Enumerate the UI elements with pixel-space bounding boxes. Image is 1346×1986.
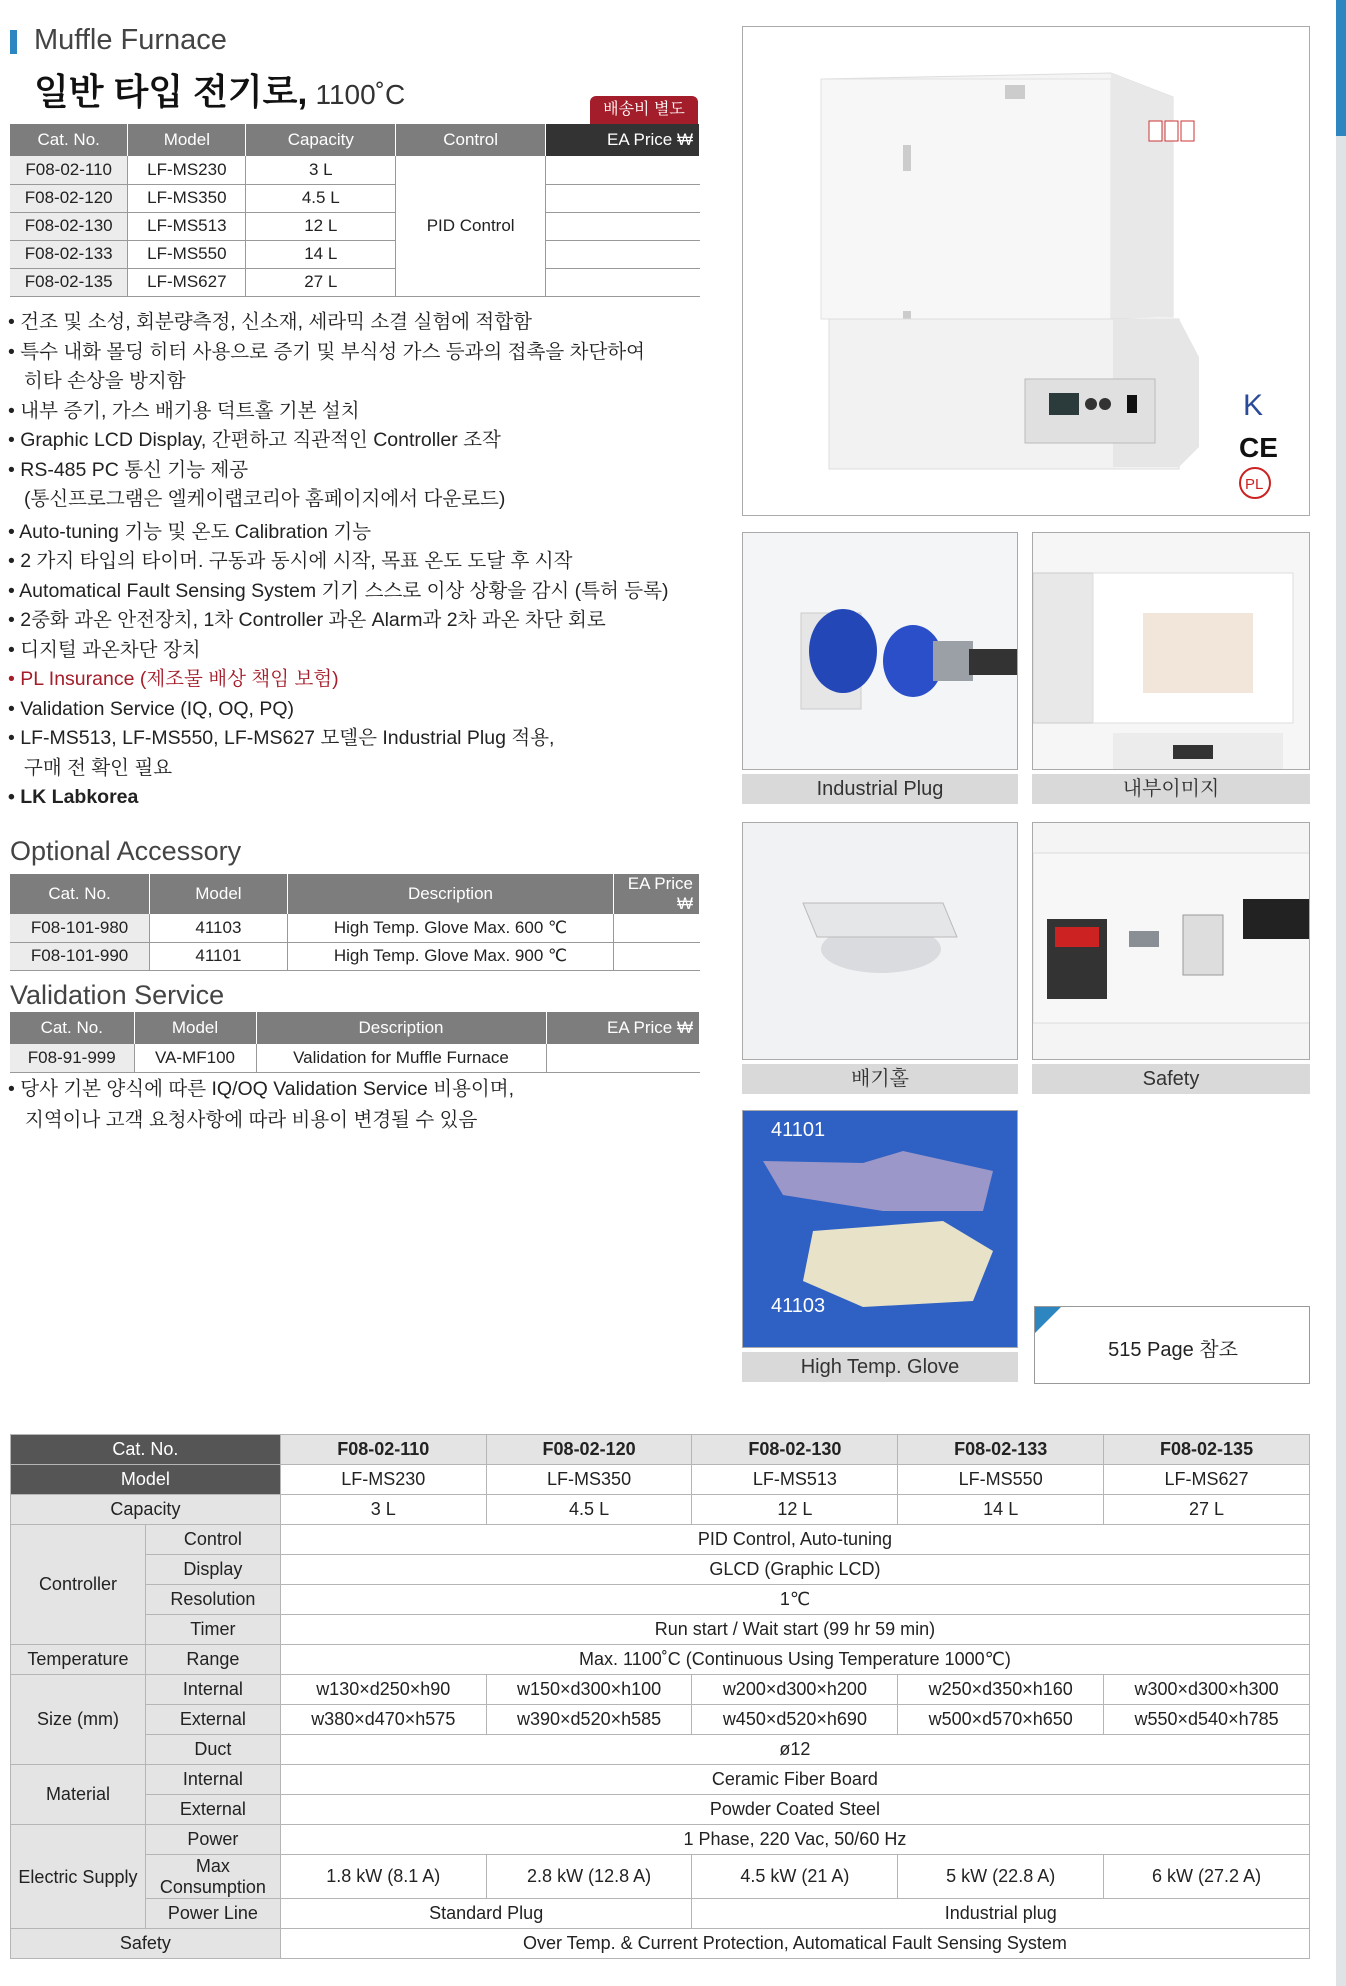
spec-model: LF-MS350: [486, 1465, 692, 1495]
caption-glove: High Temp. Glove: [742, 1352, 1018, 1382]
feature-item-insurance: • PL Insurance (제조물 배상 책임 보험): [8, 668, 339, 690]
spec-label-mat-external: External: [145, 1795, 280, 1825]
table-row: [10, 914, 700, 942]
spec-industrial-plug: Industrial plug: [692, 1899, 1310, 1929]
col-description: Description: [256, 1012, 546, 1044]
page-reference-box: [1034, 1306, 1310, 1384]
model: LF-MS550: [128, 240, 246, 268]
col-cat: Cat. No.: [10, 1012, 134, 1044]
col-description: Description: [287, 874, 614, 914]
spec-resolution-value: 1℃: [280, 1585, 1309, 1615]
capacity: 27 L: [246, 268, 396, 296]
caption-safety: Safety: [1032, 1064, 1310, 1094]
spec-group-electric: Electric Supply: [11, 1825, 146, 1929]
spec-internal-size: w150×d300×h100: [486, 1675, 692, 1705]
table-row: [10, 240, 700, 268]
spec-group-temperature: Temperature: [11, 1645, 146, 1675]
price-cell: [546, 268, 700, 296]
col-capacity: Capacity: [246, 124, 396, 156]
spec-external-size: w500×d570×h650: [898, 1705, 1104, 1735]
spec-label-resolution: Resolution: [145, 1585, 280, 1615]
spec-row-safety: [11, 1929, 1310, 1959]
cat-no: F08-101-980: [10, 914, 150, 942]
caption-inside: 내부이미지: [1032, 774, 1310, 804]
price-cell: [546, 212, 700, 240]
table-row: [10, 184, 700, 212]
spec-model: LF-MS550: [898, 1465, 1104, 1495]
spec-row-internal-size: [11, 1675, 1310, 1705]
spec-mat-external-value: Powder Coated Steel: [280, 1795, 1309, 1825]
spec-group-material: Material: [11, 1765, 146, 1825]
page-edge-tab: [1336, 0, 1346, 136]
spec-cat: F08-02-133: [898, 1435, 1104, 1465]
col-price: EA Price ₩: [546, 1012, 700, 1044]
product-price-table: [10, 124, 700, 297]
spec-label-consumption: Max Consumption: [145, 1855, 280, 1899]
cat-no: F08-02-135: [10, 268, 128, 296]
spec-timer-value: Run start / Wait start (99 hr 59 min): [280, 1615, 1309, 1645]
col-cat: Cat. No.: [10, 124, 128, 156]
accessory-title: Optional Accessory: [10, 836, 242, 866]
price-cell: [614, 914, 700, 942]
validation-table: [10, 1012, 700, 1073]
cat-no: F08-02-120: [10, 184, 128, 212]
model: LF-MS627: [128, 268, 246, 296]
spec-external-size: w390×d520×h585: [486, 1705, 692, 1735]
page-edge-strip: [1336, 136, 1346, 1986]
spec-internal-size: w300×d300×h300: [1104, 1675, 1310, 1705]
image-inside: [1032, 532, 1310, 770]
spec-row-resolution: [11, 1585, 1310, 1615]
spec-row-mat-internal: [11, 1765, 1310, 1795]
cat-no: F08-101-990: [10, 942, 150, 970]
spec-row-external-size: [11, 1705, 1310, 1735]
spec-row-cat: [11, 1435, 1310, 1465]
spec-label-capacity: Capacity: [11, 1495, 281, 1525]
feature-item: • Auto-tuning 기능 및 온도 Calibration 기능: [8, 520, 372, 543]
table-row: [10, 268, 700, 296]
spec-internal-size: w200×d300×h200: [692, 1675, 898, 1705]
spec-label-display: Display: [145, 1555, 280, 1585]
spec-cat: F08-02-120: [486, 1435, 692, 1465]
spec-consumption: 2.8 kW (12.8 A): [486, 1855, 692, 1899]
caption-vent-hole: 배기홀: [742, 1064, 1018, 1094]
furnace-illustration: [743, 27, 1310, 516]
spec-display-value: GLCD (Graphic LCD): [280, 1555, 1309, 1585]
spec-internal-size: w130×d250×h90: [280, 1675, 486, 1705]
corner-accent-icon: [1035, 1307, 1061, 1333]
feature-item: • Graphic LCD Display, 간편하고 직관적인 Controller 조작: [8, 429, 501, 451]
image-glove: [742, 1110, 1018, 1348]
spec-row-mat-external: [11, 1795, 1310, 1825]
svg-text:PL: PL: [1245, 476, 1264, 493]
glove-label-41103: 41103: [771, 1295, 826, 1317]
spec-row-temperature: [11, 1645, 1310, 1675]
table-header-row: [10, 1012, 700, 1044]
spec-external-size: w450×d520×h690: [692, 1705, 898, 1735]
spec-label-power: Power: [145, 1825, 280, 1855]
spec-row-timer: [11, 1615, 1310, 1645]
spec-mat-internal-value: Ceramic Fiber Board: [280, 1765, 1309, 1795]
spec-consumption: 5 kW (22.8 A): [898, 1855, 1104, 1899]
spec-duct-value: ø12: [280, 1735, 1309, 1765]
feature-item: • LF-MS513, LF-MS550, LF-MS627 모델은 Industrial Plug 적용,: [8, 727, 555, 749]
spec-control-value: PID Control, Auto-tuning: [280, 1525, 1309, 1555]
feature-item: • 디지털 과온차단 장치: [8, 638, 201, 661]
spec-consumption: 1.8 kW (8.1 A): [280, 1855, 486, 1899]
image-safety: [1032, 822, 1310, 1060]
description: High Temp. Glove Max. 900 ℃: [287, 942, 614, 970]
validation-note-line: • 당사 기본 양식에 따른 IQ/OQ Validation Service 비용이며,: [8, 1078, 515, 1100]
image-industrial-plug: [742, 532, 1018, 770]
spec-group-controller: Controller: [11, 1525, 146, 1645]
kc-mark-icon: K: [1243, 389, 1264, 422]
model: 41101: [150, 942, 287, 970]
capacity: 3 L: [246, 156, 396, 184]
spec-capacity: 14 L: [898, 1495, 1104, 1525]
feature-item-brand: • LK Labkorea: [8, 786, 139, 808]
feature-item: • 건조 및 소성, 회분량측정, 신소재, 세라믹 소결 실험에 적합함: [8, 311, 532, 333]
table-row: [10, 1044, 700, 1072]
table-row: [10, 212, 700, 240]
capacity: 4.5 L: [246, 184, 396, 212]
spec-label-power-line: Power Line: [145, 1899, 280, 1929]
spec-row-duct: [11, 1735, 1310, 1765]
spec-label-timer: Timer: [145, 1615, 280, 1645]
spec-label-cat: Cat. No.: [11, 1435, 281, 1465]
feature-item: • 2 가지 타입의 타이머. 구동과 동시에 시작, 목표 온도 도달 후 시작: [8, 550, 573, 572]
capacity: 12 L: [246, 212, 396, 240]
inside-illustration: [1033, 533, 1310, 770]
table-row: [10, 156, 700, 184]
spec-table: [10, 1434, 1310, 1959]
spec-power-value: 1 Phase, 220 Vac, 50/60 Hz: [280, 1825, 1309, 1855]
spec-label-safety: Safety: [11, 1929, 281, 1959]
cat-no: F08-02-133: [10, 240, 128, 268]
vent-illustration: [743, 823, 1018, 1060]
col-price: EA Price ₩: [614, 874, 700, 914]
spec-capacity: 12 L: [692, 1495, 898, 1525]
price-cell: [546, 1044, 700, 1072]
validation-title: Validation Service: [10, 980, 225, 1010]
glove-label-41101: 41101: [771, 1119, 826, 1141]
feature-item: • RS-485 PC 통신 기능 제공: [8, 458, 249, 481]
spec-cat: F08-02-110: [280, 1435, 486, 1465]
title-accent-bar: [10, 30, 17, 54]
validation-note-line: 지역이나 고객 요청사항에 따라 비용이 변경될 수 있음: [25, 1109, 478, 1131]
spec-row-model: [11, 1465, 1310, 1495]
cat-no: F08-02-110: [10, 156, 128, 184]
spec-internal-size: w250×d350×h160: [898, 1675, 1104, 1705]
feature-item: • 특수 내화 몰딩 히터 사용으로 증기 및 부식성 가스 등과의 접촉을 차단하여: [8, 340, 645, 363]
model: LF-MS230: [128, 156, 246, 184]
spec-label-duct: Duct: [145, 1735, 280, 1765]
spec-label-control: Control: [145, 1525, 280, 1555]
spec-row-power-line: [11, 1899, 1310, 1929]
caption-industrial-plug: Industrial Plug: [742, 774, 1018, 804]
spec-standard-plug: Standard Plug: [280, 1899, 692, 1929]
spec-label-internal: Internal: [145, 1675, 280, 1705]
spec-cat: F08-02-135: [1104, 1435, 1310, 1465]
price-cell: [546, 156, 700, 184]
spec-model: LF-MS513: [692, 1465, 898, 1495]
spec-external-size: w550×d540×h785: [1104, 1705, 1310, 1735]
spec-safety-value: Over Temp. & Current Protection, Automatical Fault Sensing System: [280, 1929, 1309, 1959]
cat-no: F08-91-999: [10, 1044, 134, 1072]
spec-row-control: [11, 1525, 1310, 1555]
spec-consumption: 4.5 kW (21 A): [692, 1855, 898, 1899]
model: VA-MF100: [134, 1044, 256, 1072]
accessory-table: [10, 874, 700, 971]
spec-range-value: Max. 1100˚C (Continuous Using Temperature 1000℃): [280, 1645, 1309, 1675]
product-image-main: [742, 26, 1310, 516]
spec-cat: F08-02-130: [692, 1435, 898, 1465]
price-cell: [614, 942, 700, 970]
spec-group-size: Size (mm): [11, 1675, 146, 1765]
cat-no: F08-02-130: [10, 212, 128, 240]
description: High Temp. Glove Max. 600 ℃: [287, 914, 614, 942]
spec-capacity: 27 L: [1104, 1495, 1310, 1525]
col-cat: Cat. No.: [10, 874, 150, 914]
feature-list: [8, 308, 708, 813]
feature-item-cont: (통신프로그램은 엘케이랩코리아 홈페이지에서 다운로드): [24, 488, 506, 510]
feature-item: • 내부 증기, 가스 배기용 덕트홀 기본 설치: [8, 399, 360, 422]
validation-note: [8, 1074, 514, 1136]
safety-illustration: [1033, 823, 1310, 1060]
col-model: Model: [134, 1012, 256, 1044]
spec-model: LF-MS230: [280, 1465, 486, 1495]
feature-item: • Automatical Fault Sensing System 기기 스스로 이상 상황을 감시 (특허 등록): [8, 579, 669, 602]
spec-external-size: w380×d470×h575: [280, 1705, 486, 1735]
spec-consumption: 6 kW (27.2 A): [1104, 1855, 1310, 1899]
product-title-en: Muffle Furnace: [34, 24, 227, 56]
feature-item: • 2중화 과온 안전장치, 1차 Controller 과온 Alarm과 2차 과온 차단 회로: [8, 609, 606, 631]
col-control: Control: [396, 124, 546, 156]
spec-row-power: [11, 1825, 1310, 1855]
spec-capacity: 3 L: [280, 1495, 486, 1525]
feature-item-cont: 구매 전 확인 필요: [24, 756, 173, 779]
title-ko-text: 일반 타입 전기로,: [34, 71, 308, 112]
shipping-badge: 배송비 별도: [590, 96, 698, 124]
capacity: 14 L: [246, 240, 396, 268]
spec-label-range: Range: [145, 1645, 280, 1675]
spec-label-external: External: [145, 1705, 280, 1735]
spec-model: LF-MS627: [1104, 1465, 1310, 1495]
title-temperature: 1100˚C: [315, 79, 406, 110]
plug-illustration: [743, 533, 1018, 770]
control-cell: PID Control: [396, 156, 546, 296]
col-model: Model: [150, 874, 287, 914]
col-model: Model: [128, 124, 246, 156]
price-cell: [546, 184, 700, 212]
spec-capacity: 4.5 L: [486, 1495, 692, 1525]
product-title-ko: [34, 64, 405, 115]
feature-item-cont: 히타 손상을 방지함: [24, 370, 186, 392]
table-header-row: [10, 124, 700, 156]
model: 41103: [150, 914, 287, 942]
price-cell: [546, 240, 700, 268]
description: Validation for Muffle Furnace: [256, 1044, 546, 1072]
model: LF-MS513: [128, 212, 246, 240]
ce-mark-icon: CE: [1239, 432, 1278, 463]
spec-label-mat-internal: Internal: [145, 1765, 280, 1795]
model: LF-MS350: [128, 184, 246, 212]
spec-row-consumption: [11, 1855, 1310, 1899]
spec-row-display: [11, 1555, 1310, 1585]
page-reference-text: 515 Page 참조: [1108, 1339, 1238, 1361]
spec-label-model: Model: [11, 1465, 281, 1495]
table-header-row: [10, 874, 700, 914]
spec-row-capacity: [11, 1495, 1310, 1525]
table-row: [10, 942, 700, 970]
image-vent-hole: [742, 822, 1018, 1060]
col-price: EA Price ₩: [546, 124, 700, 156]
feature-item: • Validation Service (IQ, OQ, PQ): [8, 697, 295, 720]
